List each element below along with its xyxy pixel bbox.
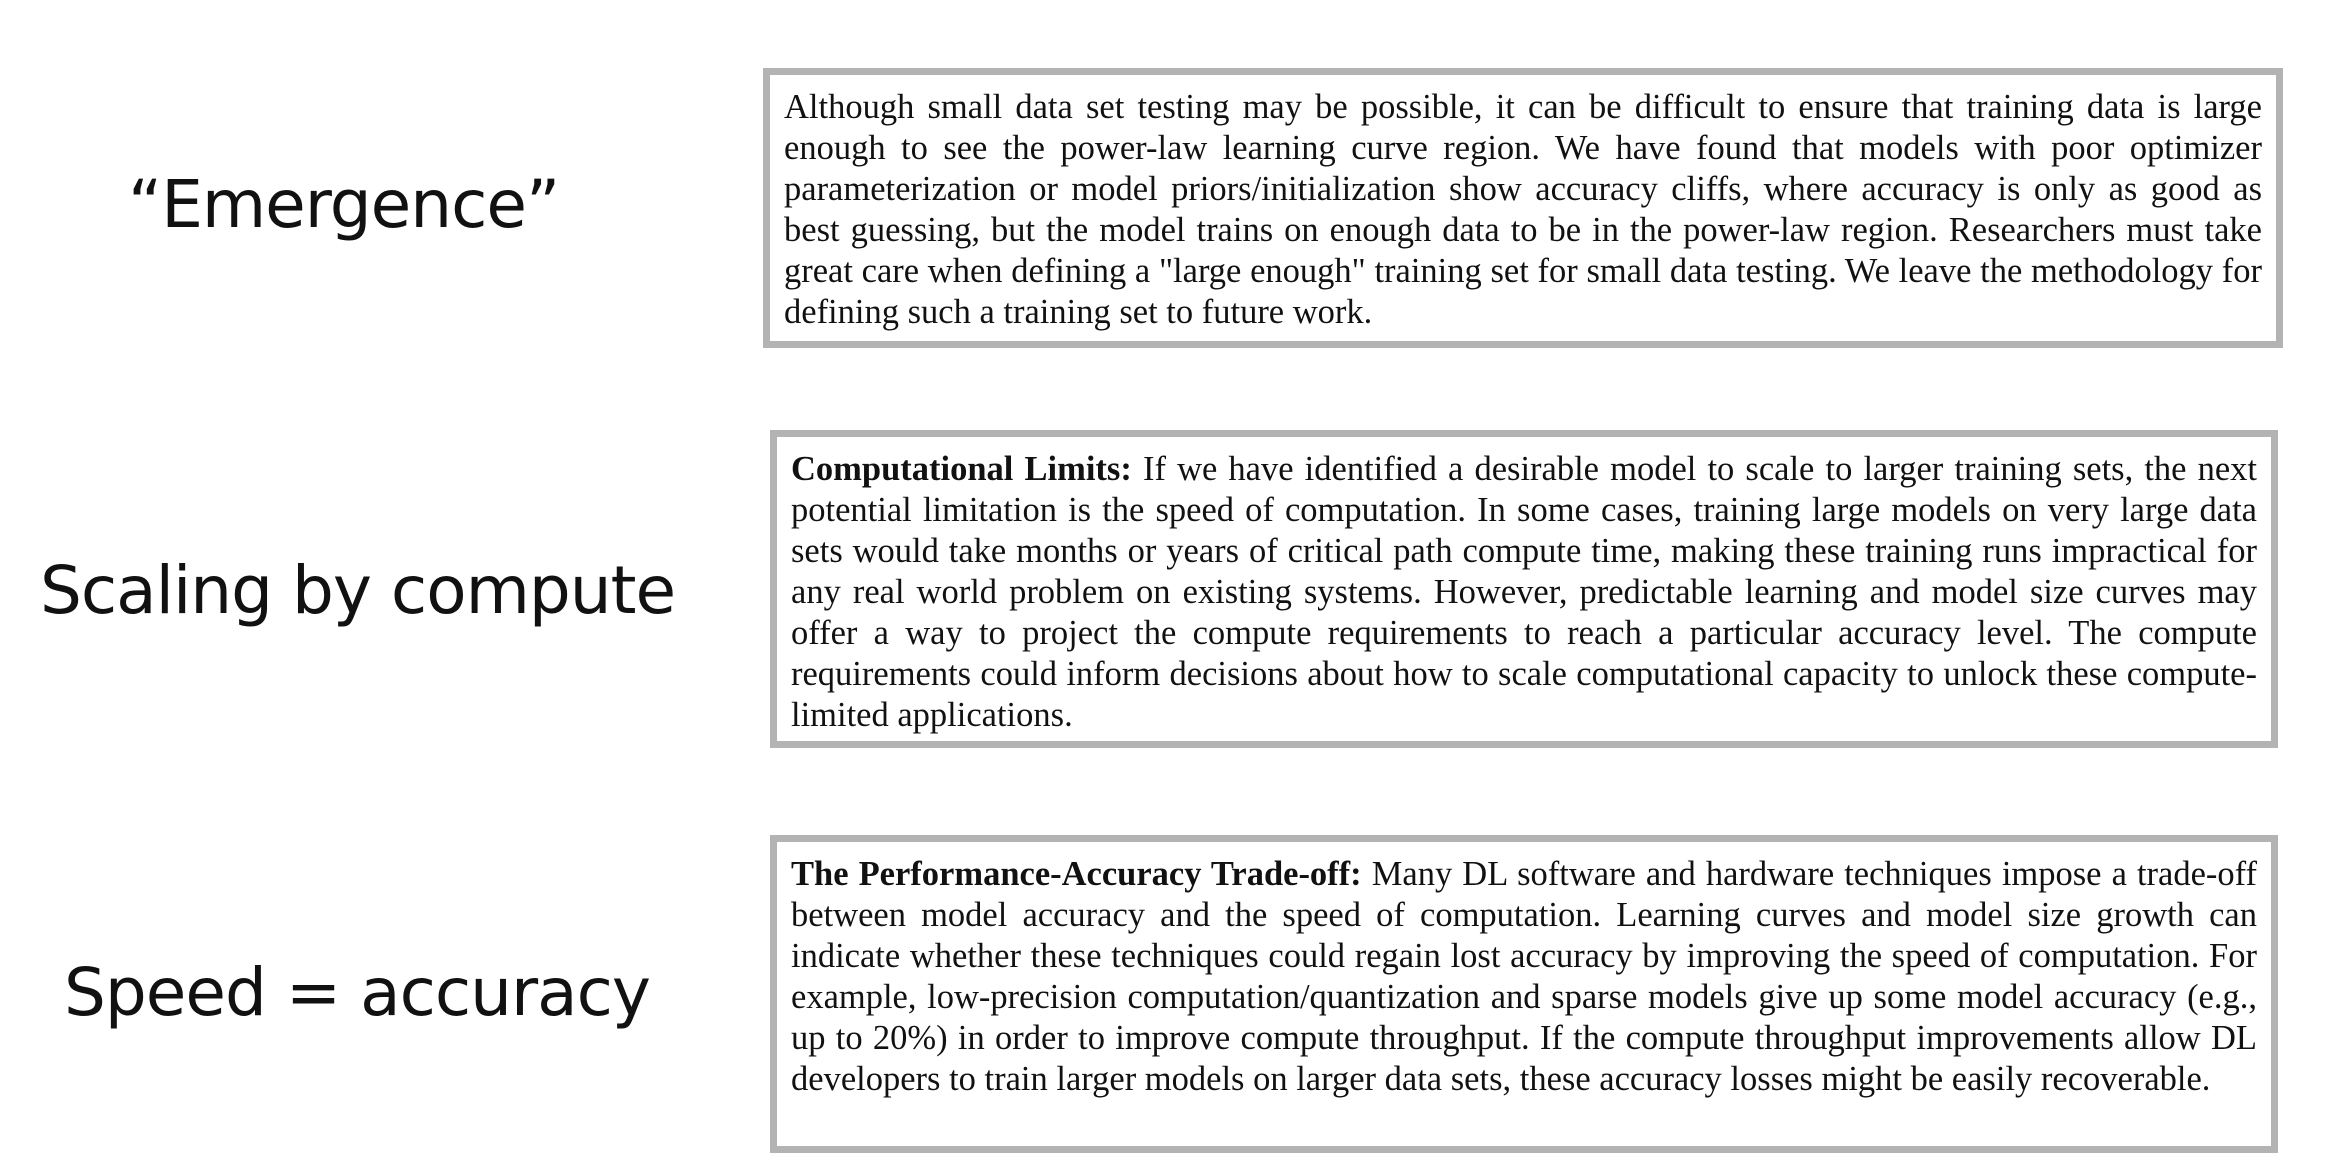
- excerpt-text-computational-limits: If we have identified a desirable model to scale to larger training sets, the next potential limitation is the speed of computation. In some cases, training large models on very large data sets would take months or years of critical path compute time, making these training runs impractical for any real world problem on existing systems. However, predictable learning and model size curves may offer a way to project the compute requirements to reach a particular accuracy level. The compute requirements could inform decisions about how to scale computational capacity to unlock these compute-limited applications.: [791, 450, 2258, 734]
- excerpt-heading-performance-accuracy: The Performance-Accuracy Trade-off:: [791, 855, 1362, 893]
- excerpt-box-performance-accuracy: [770, 835, 2278, 1153]
- excerpt-box-emergence: [763, 68, 2283, 348]
- excerpt-box-computational-limits: [770, 430, 2278, 748]
- label-emergence: “Emergence”: [128, 166, 560, 243]
- excerpt-text-emergence: Although small data set testing may be possible, it can be difficult to ensure that training data is large enough to see the power-law learning curve region. We have found that models with poor optimizer parameterization or model priors/initialization show accuracy cliffs, where accuracy is only as good as best guessing, but the model trains on enough data to be in the power-law region. Researchers must take great care when defining a "large enough" training set for small data testing. We leave the methodology for defining such a training set to future work.: [784, 88, 2262, 331]
- label-speed-equals-accuracy: Speed = accuracy: [64, 954, 650, 1031]
- label-scaling-by-compute: Scaling by compute: [40, 552, 676, 629]
- excerpt-text-performance-accuracy: Many DL software and hardware techniques impose a trade-off between model accuracy and the speed of computation. Learning curves and model size growth can indicate whether these techniques could regain lost accuracy by improving the speed of computation. For example, low-precision computation/quantization and sparse models give up some model accuracy (e.g., up to 20%) in order to improve compute throughput. If the compute throughput improvements allow DL developers to train larger models on larger data sets, these accuracy losses might be easily recoverable.: [791, 855, 2257, 1098]
- excerpt-heading-computational-limits: Computational Limits:: [791, 450, 1132, 488]
